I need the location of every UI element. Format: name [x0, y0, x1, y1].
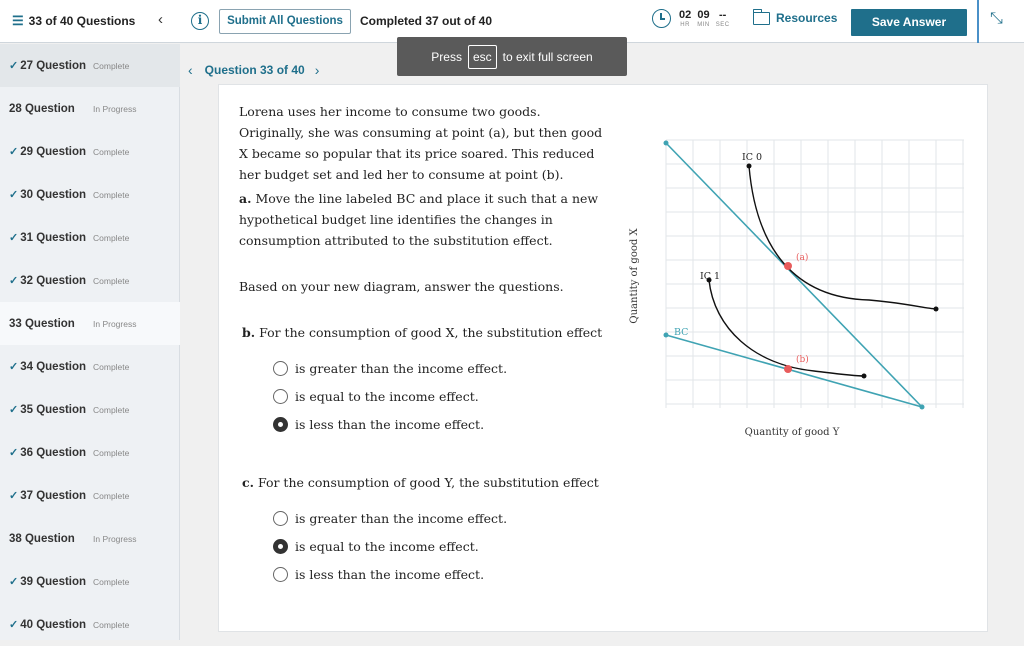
sidebar-question-status: In Progress: [93, 103, 137, 114]
part-a-prefix: a.: [239, 191, 252, 206]
part-c-option-label: is less than the income effect.: [295, 567, 485, 582]
indifference-curve-graph: [624, 128, 974, 448]
sidebar-question-label: [9, 145, 93, 158]
check-icon: ✓: [9, 60, 19, 72]
sidebar-question-item[interactable]: [0, 173, 180, 216]
sidebar-question-label: [9, 188, 93, 201]
toast-post: to exit full screen: [502, 49, 593, 64]
info-icon[interactable]: i: [191, 12, 209, 30]
sidebar-question-item[interactable]: [0, 44, 180, 87]
sidebar-question-status: Complete: [93, 490, 130, 501]
fullscreen-toast: [397, 37, 627, 76]
sidebar-question-item[interactable]: [0, 431, 180, 474]
ic1-endpoint: [862, 374, 867, 379]
check-icon: ✓: [9, 404, 19, 416]
sidebar-question-label: [9, 274, 93, 287]
sidebar-question-status: Complete: [93, 576, 130, 587]
part-b-text: For the consumption of good X, the substitution effect: [259, 325, 603, 340]
sidebar-question-number: 37 Question: [20, 489, 87, 502]
sidebar-question-status: In Progress: [93, 533, 137, 544]
next-question-icon[interactable]: ›: [314, 62, 320, 78]
sidebar-question-status: Complete: [93, 447, 130, 458]
part-b-option[interactable]: [273, 389, 479, 404]
folder-icon: [753, 12, 770, 25]
point-a: [784, 262, 792, 270]
sidebar-question-label: [9, 231, 93, 244]
sidebar-question-number: 38 Question: [9, 532, 75, 545]
ic0-endpoint: [934, 307, 939, 312]
sidebar-question-number: 28 Question: [9, 102, 75, 115]
sidebar-question-label: [9, 318, 93, 330]
timer-seconds-unit: SEC: [715, 22, 730, 28]
check-icon: ✓: [9, 490, 19, 502]
check-icon: ✓: [9, 576, 19, 588]
resources-button[interactable]: [753, 11, 837, 25]
ic0-label: IC 0: [742, 152, 763, 163]
list-icon: ☰: [12, 13, 24, 28]
point-a-label: (a): [796, 253, 809, 263]
ic0-endpoint: [747, 164, 752, 169]
part-b-option[interactable]: [273, 417, 484, 432]
timer-minutes: 09: [697, 9, 710, 21]
timer-hours: 02: [679, 9, 692, 21]
question-nav-label: Question 33 of 40: [204, 63, 305, 77]
sidebar-question-label: [9, 533, 93, 545]
part-a-text: Move the line labeled BC and place it such that a new hypothetical budget line identifies the changes in consumption attributed to the substitution effect.: [239, 191, 599, 248]
sidebar-question-status: Complete: [93, 619, 130, 630]
part-c: [242, 472, 622, 493]
question-intro: Lorena uses her income to consume two goods. Originally, she was consuming at point (a), but then good X became so popular that its price soared. This reduced her budget set and led her to consume at point (b).: [239, 104, 603, 182]
point-b-label: (b): [796, 355, 809, 365]
radio-button[interactable]: [273, 567, 288, 582]
part-b-prefix: b.: [242, 325, 256, 340]
part-b: [242, 322, 622, 343]
sidebar-question-status: In Progress: [93, 318, 137, 329]
sidebar-question-item[interactable]: [0, 259, 180, 302]
check-icon: ✓: [9, 361, 19, 373]
sidebar-question-item[interactable]: [0, 388, 180, 431]
based-on-text: Based on your new diagram, answer the questions.: [239, 279, 564, 294]
question-list-toggle[interactable]: [12, 13, 135, 29]
part-c-prefix: c.: [242, 475, 254, 490]
part-c-text: For the consumption of good Y, the substitution effect: [257, 475, 599, 490]
toast-pre: Press: [431, 49, 462, 64]
x-axis-label: Quantity of good Y: [744, 427, 840, 438]
sidebar-question-number: 40 Question: [20, 618, 87, 631]
part-c-option-label: is equal to the income effect.: [295, 539, 479, 554]
sidebar-question-item[interactable]: [0, 517, 180, 560]
sidebar-question-number: 31 Question: [20, 231, 87, 244]
timer: [652, 9, 736, 28]
collapse-sidebar-icon[interactable]: ‹: [158, 11, 163, 28]
sidebar-question-number: 39 Question: [20, 575, 87, 588]
radio-button[interactable]: [273, 539, 288, 554]
sidebar-question-status: Complete: [93, 146, 130, 157]
part-a: [239, 188, 604, 251]
sidebar-question-label: [9, 575, 93, 588]
sidebar-question-number: 27 Question: [20, 59, 87, 72]
sidebar-question-item[interactable]: [0, 216, 180, 259]
sidebar-question-status: Complete: [93, 232, 130, 243]
radio-button[interactable]: [273, 361, 288, 376]
sidebar-question-label: [9, 103, 93, 115]
completed-count: Completed 37 out of 40: [360, 14, 493, 28]
clock-icon: [652, 9, 671, 28]
y-axis-label: Quantity of good X: [629, 228, 640, 324]
sidebar-question-item[interactable]: [0, 474, 180, 517]
question-sidebar: [0, 44, 180, 640]
part-c-option-label: is greater than the income effect.: [295, 511, 508, 526]
part-b-option-label: is less than the income effect.: [295, 417, 485, 432]
sidebar-question-label: [9, 59, 93, 72]
ic1-label: IC 1: [700, 271, 721, 282]
sidebar-question-number: 36 Question: [20, 446, 87, 459]
sidebar-question-label: [9, 403, 93, 416]
check-icon: ✓: [9, 146, 19, 158]
radio-button[interactable]: [273, 511, 288, 526]
part-c-option[interactable]: [273, 567, 484, 582]
check-icon: ✓: [9, 447, 19, 459]
part-c-option[interactable]: [273, 539, 479, 554]
bc-movable-line[interactable]: [666, 335, 922, 407]
check-icon: ✓: [9, 232, 19, 244]
sidebar-question-number: 32 Question: [20, 274, 87, 287]
submit-all-button[interactable]: Submit All Questions: [219, 9, 351, 34]
sidebar-question-item[interactable]: [0, 87, 180, 130]
sidebar-question-item[interactable]: [0, 345, 180, 388]
sidebar-question-number: 35 Question: [20, 403, 87, 416]
exit-fullscreen-icon[interactable]: ⤡: [990, 10, 1003, 27]
sidebar-question-item[interactable]: [0, 302, 180, 345]
ic0-curve: [749, 166, 936, 309]
sidebar-question-status: Complete: [93, 361, 130, 372]
sidebar-question-status: Complete: [93, 275, 130, 286]
timer-hours-unit: HR: [680, 22, 690, 28]
check-icon: ✓: [9, 275, 19, 287]
timer-seconds: --: [719, 9, 727, 21]
sidebar-question-label: [9, 446, 93, 459]
question-card: [218, 84, 988, 632]
part-b-option[interactable]: [273, 361, 507, 376]
bc-label: BC: [674, 327, 689, 338]
save-answer-button[interactable]: Save Answer: [851, 9, 967, 36]
divider: [977, 0, 979, 43]
resources-label: Resources: [776, 11, 838, 25]
ic1-curve: [709, 280, 864, 376]
check-icon: ✓: [9, 189, 19, 201]
sidebar-question-status: Complete: [93, 404, 130, 415]
sidebar-question-number: 33 Question: [9, 317, 75, 330]
radio-button[interactable]: [273, 389, 288, 404]
part-b-option-label: is equal to the income effect.: [295, 389, 479, 404]
esc-key: esc: [468, 45, 497, 69]
check-icon: ✓: [9, 619, 19, 631]
timer-minutes-unit: MIN: [697, 22, 710, 28]
part-c-option[interactable]: [273, 511, 507, 526]
prev-question-icon[interactable]: ‹: [188, 62, 193, 78]
bc-line-handle[interactable]: [664, 333, 669, 338]
sidebar-question-item[interactable]: [0, 560, 180, 603]
original-budget-line-endpoint: [664, 141, 669, 146]
question-nav: [188, 62, 319, 78]
sidebar-question-status: Complete: [93, 189, 130, 200]
sidebar-question-label: [9, 618, 93, 631]
sidebar-question-number: 29 Question: [20, 145, 87, 158]
part-b-option-label: is greater than the income effect.: [295, 361, 508, 376]
question-count: 33 of 40 Questions: [28, 14, 136, 28]
sidebar-question-number: 34 Question: [20, 360, 87, 373]
sidebar-question-number: 30 Question: [20, 188, 87, 201]
point-b: [784, 365, 792, 373]
sidebar-question-label: [9, 489, 93, 502]
sidebar-question-status: Complete: [93, 60, 130, 71]
radio-button[interactable]: [273, 417, 288, 432]
sidebar-question-label: [9, 360, 93, 373]
sidebar-question-item[interactable]: [0, 130, 180, 173]
